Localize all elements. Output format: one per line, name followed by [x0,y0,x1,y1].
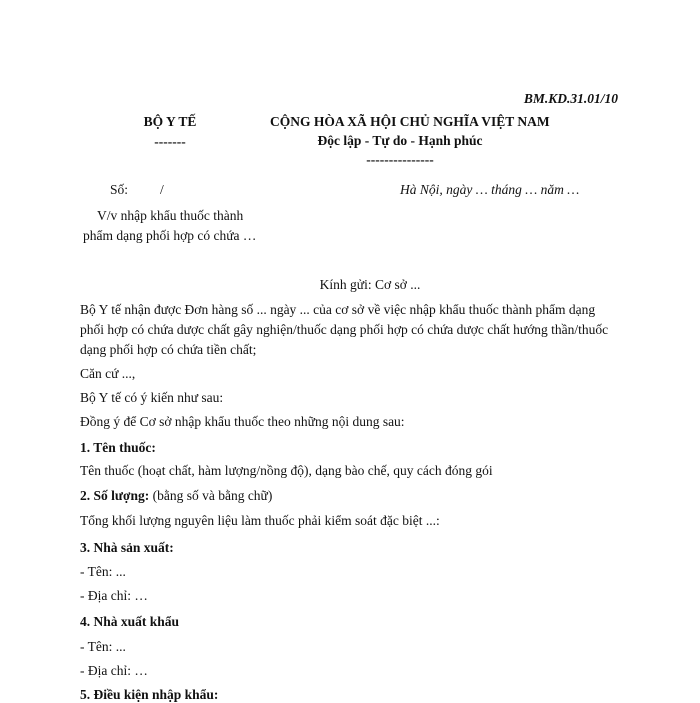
legal-basis-line: Căn cứ ..., [80,366,136,381]
document-number [110,182,164,198]
exporter-name: - Tên: ... [80,639,126,654]
subject-line-1: V/v nhập khẩu thuốc thành [97,208,244,223]
national-title: CỘNG HÒA XÃ HỘI CHỦ NGHĨA VIỆT NAM [270,114,550,129]
place-date: Hà Nội, ngày … tháng … năm … [400,182,580,197]
form-code: BM.KD.31.01/10 [523,91,618,106]
ministry-name: BỘ Y TẾ [143,114,197,129]
number-label: Số: [110,182,129,197]
approval-line: Đồng ý để Cơ sở nhập khẩu thuốc theo những nội dung sau: [80,414,405,429]
subject-line-2: phẩm dạng phối hợp có chứa … [83,228,257,243]
section-1-content: Tên thuốc (hoạt chất, hàm lượng/nồng độ), dạng bào chế, quy cách đóng gói [80,463,493,478]
opinion-line: Bộ Y tế có ý kiến như sau: [80,390,224,405]
motto-divider: --------------- [366,152,434,167]
section-2-heading [80,488,272,504]
section-2-content: Tổng khối lượng nguyên liệu làm thuốc phải kiểm soát đặc biệt ...: [80,513,440,528]
manufacturer-address: - Địa chỉ: … [80,588,148,603]
salutation: Kính gửi: Cơ sở ... [319,277,421,292]
section-2-note: (bằng số và bằng chữ) [149,488,273,503]
section-2-title: 2. Số lượng: [80,488,150,503]
section-5-heading: 5. Điều kiện nhập khẩu: [80,687,219,702]
section-3-heading: 3. Nhà sản xuất: [80,540,174,555]
exporter-address: - Địa chỉ: … [80,663,148,678]
intro-paragraph: Bộ Y tế nhận được Đơn hàng số ... ngày ... của cơ sở về việc nhập khẩu thuốc thành phẩm dạng phối hợp có chứa dược chất gây nghiện/thuốc dạng phối hợp có chứa dược chất hướng thần/thuốc dạng phối hợp có chứa tiền chất; [80,302,609,357]
manufacturer-name: - Tên: ... [80,564,126,579]
section-4-heading: 4. Nhà xuất khẩu [80,614,180,629]
national-motto: Độc lập - Tự do - Hạnh phúc [317,133,483,148]
number-slash: / [160,182,164,197]
ministry-divider: ------- [154,134,186,149]
section-1-heading: 1. Tên thuốc: [80,440,156,455]
